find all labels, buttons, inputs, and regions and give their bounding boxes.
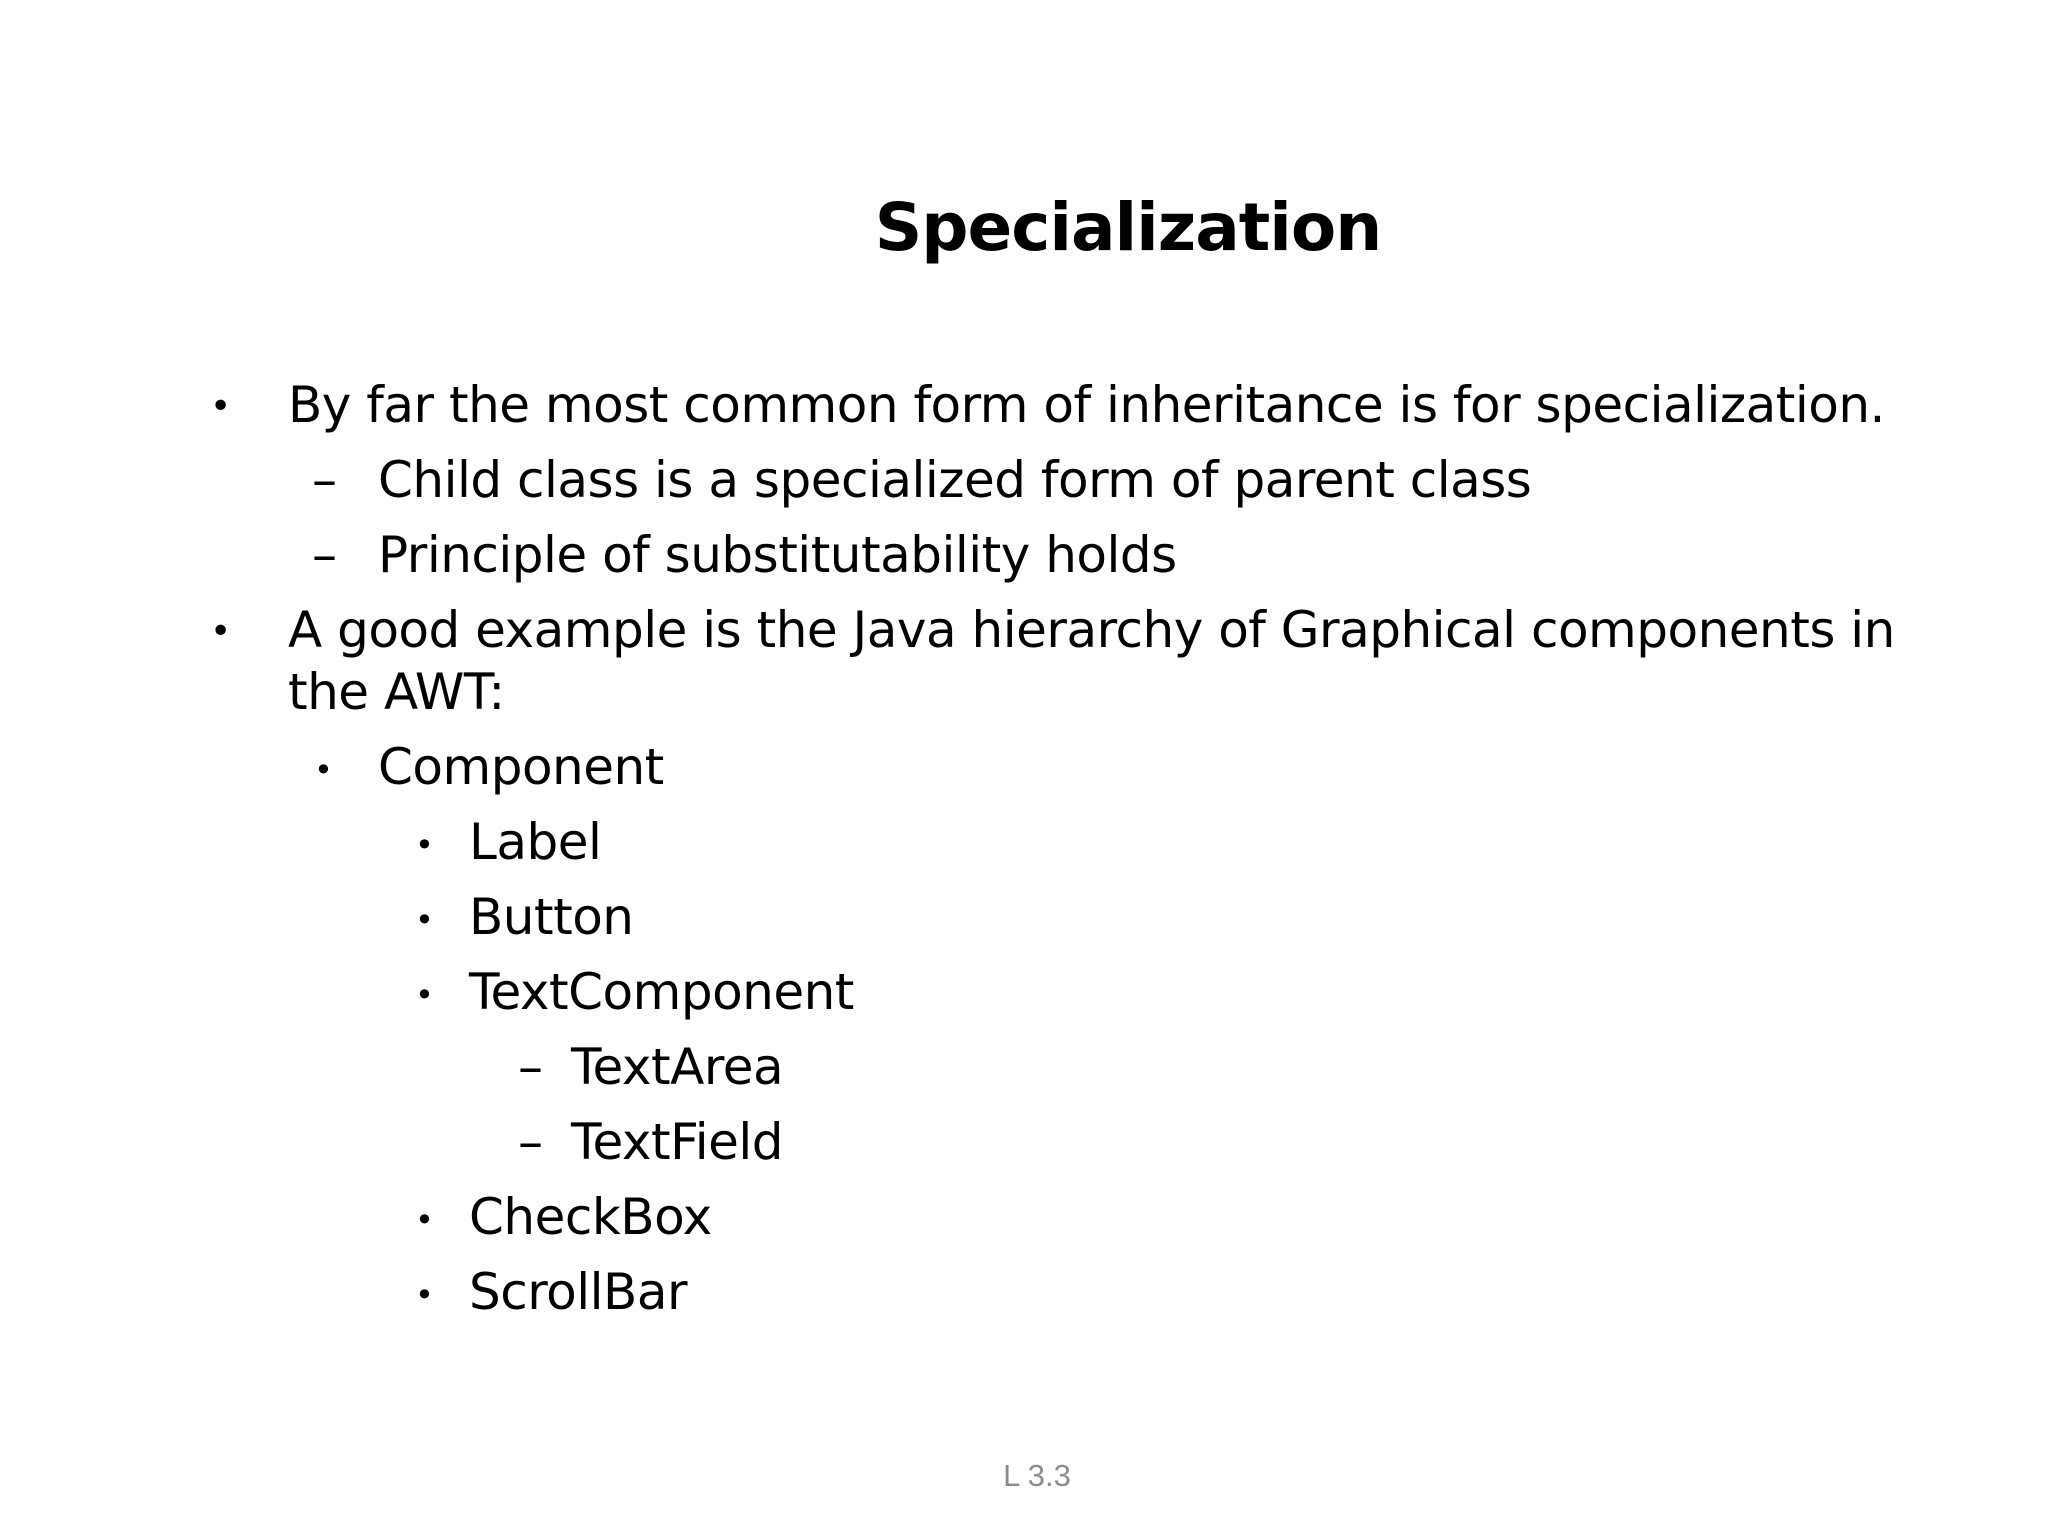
hierarchy-item-button: Button [469, 888, 634, 946]
hierarchy-item-textfield: TextField [571, 1113, 784, 1171]
sub-sub-bullet-marker: • [415, 901, 434, 939]
hierarchy-item-label: Label [469, 813, 602, 871]
sub-sub-bullet-marker: • [415, 976, 434, 1014]
sub-bullet-marker: • [314, 751, 333, 789]
hierarchy-item-scrollbar: ScrollBar [469, 1263, 688, 1321]
hierarchy-item-component: Component [378, 738, 664, 796]
level4-bullet-marker: – [518, 1038, 543, 1096]
sub-sub-bullet-marker: • [415, 1201, 434, 1239]
hierarchy-item-textcomponent: TextComponent [469, 963, 854, 1021]
hierarchy-item-textarea: TextArea [571, 1038, 784, 1096]
sub-sub-bullet-marker: • [415, 826, 434, 864]
bullet-text-continuation: the AWT: [288, 663, 505, 721]
bullet-marker: • [210, 386, 232, 427]
sub-bullet-text: Child class is a specialized form of parent class [378, 451, 1532, 509]
bullet-text: A good example is the Java hierarchy of Graphical components in [288, 601, 1895, 659]
sub-bullet-marker: – [312, 451, 337, 509]
slide-number: L 3.3 [1003, 1458, 1071, 1493]
sub-bullet-text: Principle of substitutability holds [378, 526, 1177, 584]
slide-title: Specialization [874, 189, 1382, 266]
level4-bullet-marker: – [518, 1113, 543, 1171]
sub-sub-bullet-marker: • [415, 1276, 434, 1314]
bullet-text: By far the most common form of inheritance is for specialization. [288, 376, 1885, 434]
sub-bullet-marker: – [312, 526, 337, 584]
hierarchy-item-checkbox: CheckBox [469, 1188, 712, 1246]
bullet-marker: • [210, 611, 232, 652]
